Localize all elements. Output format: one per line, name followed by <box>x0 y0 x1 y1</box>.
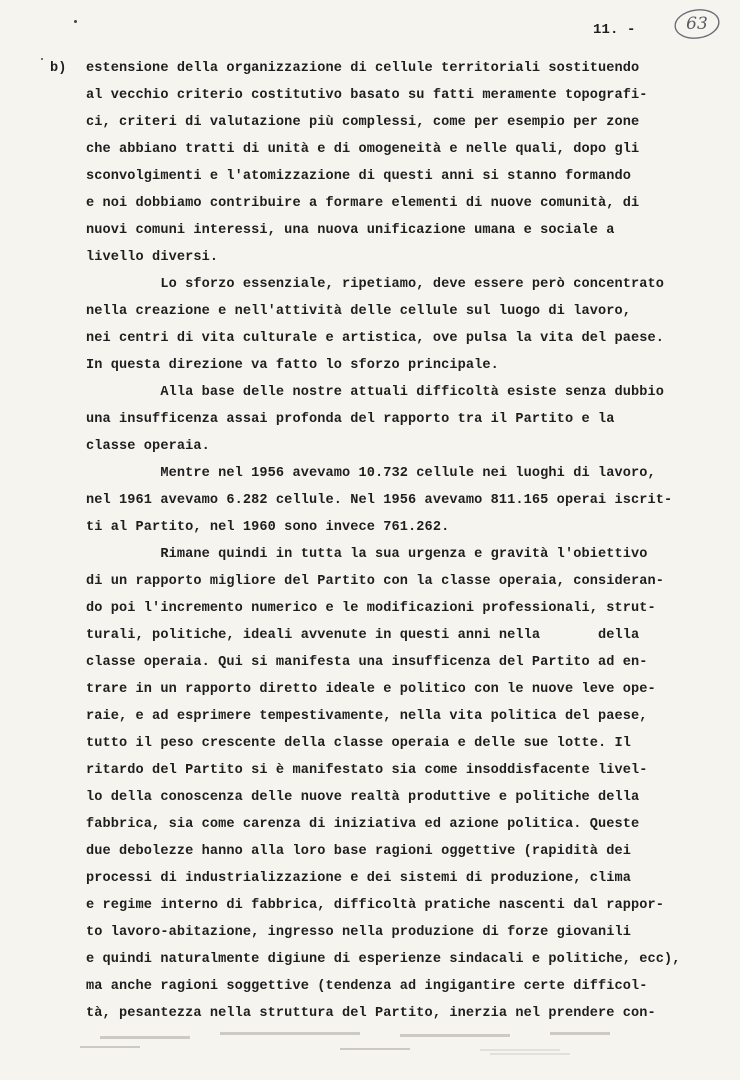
text-line: e noi dobbiamo contribuire a formare elementi di nuove comunità, di <box>86 196 640 211</box>
text-line: nei centri di vita culturale e artistica, ove pulsa la vita del paese. <box>86 331 665 346</box>
text-line: al vecchio criterio costitutivo basato su fatti meramente topografi- <box>86 88 648 103</box>
text-line: trare in un rapporto diretto ideale e politico con le nuove leve ope- <box>86 682 656 697</box>
text-line: tà, pesantezza nella struttura del Partito, inerzia nel prendere con- <box>86 1006 656 1021</box>
text-line: raie, e ad esprimere tempestivamente, nella vita politica del paese, <box>86 709 648 724</box>
text-line: ci, criteri di valutazione più complessi, come per esempio per zone <box>86 115 640 130</box>
margin-speck <box>74 20 77 23</box>
text-line: e quindi naturalmente digiune di esperienze sindacali e politiche, ecc), <box>86 952 681 967</box>
text-line: di un rapporto migliore del Partito con la classe operaia, consideran- <box>86 574 665 589</box>
text-line: che abbiano tratti di unità e di omogeneità e nelle quali, dopo gli <box>86 142 640 157</box>
text-line: ti al Partito, nel 1960 sono invece 761.262. <box>86 520 450 535</box>
text-line: livello diversi. <box>86 250 219 265</box>
text-line: nel 1961 avevamo 6.282 cellule. Nel 1956 avevamo 811.165 operai iscrit- <box>86 493 673 508</box>
text-line: classe operaia. Qui si manifesta una insufficenza del Partito ad en- <box>86 655 648 670</box>
text-line: nella creazione e nell'attività delle cellule sul luogo di lavoro, <box>86 304 631 319</box>
text-line: lo della conoscenza delle nuove realtà produttive e politiche della <box>86 790 640 805</box>
text-line: una insufficenza assai profonda del rapporto tra il Partito e la <box>86 412 615 427</box>
text-line: sconvolgimenti e l'atomizzazione di questi anni si stanno formando <box>86 169 631 184</box>
text-line: due debolezze hanno alla loro base ragioni oggettive (rapidità dei <box>86 844 631 859</box>
text-line: classe operaia. <box>86 439 210 454</box>
text-line: processi di industrializzazione e dei sistemi di produzione, clima <box>86 871 631 886</box>
text-line: In questa direzione va fatto lo sforzo principale. <box>86 358 499 373</box>
text-line: ma anche ragioni soggettive (tendenza ad ingigantire certe difficol- <box>86 979 648 994</box>
text-line: Mentre nel 1956 avevamo 10.732 cellule nei luoghi di lavoro, <box>86 466 656 481</box>
text-line: estensione della organizzazione di cellule territoriali sostituendo <box>86 61 640 76</box>
archive-stamp <box>672 6 722 42</box>
text-line: tutto il peso crescente della classe operaia e delle sue lotte. Il <box>86 736 631 751</box>
text-line: nuovi comuni interessi, una nuova unificazione umana e sociale a <box>86 223 615 238</box>
text-line: turali, politiche, ideali avvenute in questi anni nella della <box>86 628 640 643</box>
scan-bleed-through <box>40 988 700 1058</box>
archive-stamp-number: 63 <box>686 14 708 34</box>
page-number: 11. - <box>593 22 636 38</box>
text-line: to lavoro-abitazione, ingresso nella produzione di forze giovanili <box>86 925 631 940</box>
item-label: b) <box>50 61 67 76</box>
text-line: ritardo del Partito si è manifestato sia come insoddisfacente livel- <box>86 763 648 778</box>
margin-speck <box>41 58 43 60</box>
text-line: Lo sforzo essenziale, ripetiamo, deve essere però concentrato <box>86 277 665 292</box>
text-line: do poi l'incremento numerico e le modificazioni professionali, strut- <box>86 601 656 616</box>
text-line: e regime interno di fabbrica, difficoltà pratiche nascenti dal rappor- <box>86 898 665 913</box>
text-line: Alla base delle nostre attuali difficoltà esiste senza dubbio <box>86 385 665 400</box>
text-line: fabbrica, sia come carenza di iniziativa ed azione politica. Queste <box>86 817 640 832</box>
text-line: Rimane quindi in tutta la sua urgenza e gravità l'obiettivo <box>86 547 648 562</box>
